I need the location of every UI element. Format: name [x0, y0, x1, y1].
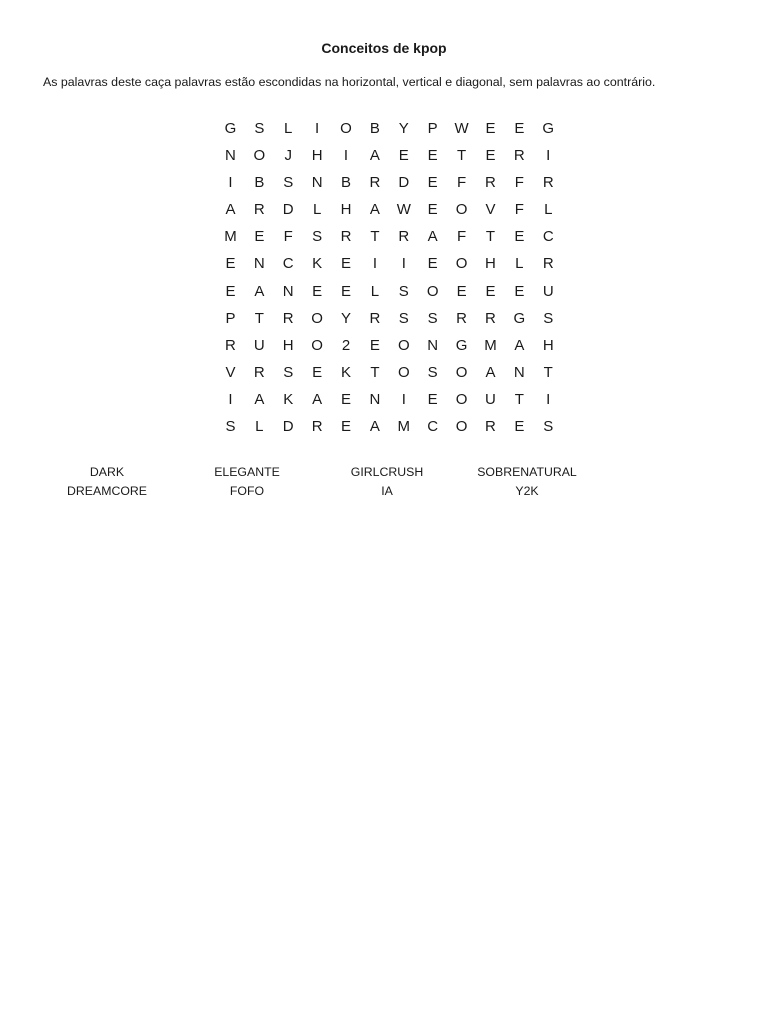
- grid-cell: E: [514, 228, 525, 246]
- grid-cell: O: [397, 363, 410, 381]
- grid-cell: T: [485, 228, 496, 246]
- grid-cell: J: [284, 147, 292, 165]
- grid-cell: M: [224, 228, 237, 246]
- grid-cell: E: [485, 147, 496, 165]
- grid-cell: T: [543, 363, 553, 381]
- grid-cell: R: [311, 418, 323, 436]
- grid-cell: S: [283, 174, 294, 192]
- grid-cell: R: [485, 418, 496, 436]
- grid-cell: R: [253, 201, 265, 219]
- grid-cell: L: [255, 418, 264, 436]
- grid-cell: E: [398, 147, 409, 165]
- grid-cell: E: [514, 418, 525, 436]
- grid-cell: O: [426, 282, 439, 300]
- grid-cell: E: [341, 282, 352, 300]
- grid-cell: S: [254, 120, 265, 137]
- word-list-item: SOBRENATURAL: [477, 465, 577, 479]
- grid-cell: N: [311, 174, 323, 192]
- grid-cell: E: [456, 282, 467, 300]
- grid-cell: I: [228, 174, 233, 192]
- grid-cell: O: [311, 336, 323, 354]
- word-list-item: IA: [381, 484, 393, 498]
- grid-cell: V: [485, 201, 496, 219]
- grid-cell: E: [369, 336, 380, 354]
- grid-cell: S: [312, 228, 323, 246]
- grid-cell: S: [398, 309, 409, 327]
- grid-cell: G: [542, 120, 555, 137]
- grid-cell: O: [455, 201, 468, 219]
- grid-cell: L: [370, 282, 380, 300]
- grid-cell: R: [513, 147, 525, 165]
- grid-cell: E: [341, 418, 352, 436]
- grid-cell: O: [455, 255, 468, 273]
- grid-cell: I: [343, 147, 349, 165]
- grid-cell: R: [398, 228, 410, 246]
- grid-cell: R: [456, 309, 467, 327]
- word-list-item: DREAMCORE: [67, 484, 147, 498]
- grid-cell: N: [513, 363, 525, 381]
- page-title: Conceitos de kpop: [321, 40, 447, 56]
- word-list-item: GIRLCRUSH: [350, 465, 424, 479]
- grid-cell: O: [455, 390, 468, 408]
- grid-cell: S: [543, 309, 554, 327]
- grid-cell: E: [427, 201, 438, 219]
- grid-cell: P: [427, 120, 438, 137]
- grid-cell: V: [225, 363, 236, 381]
- grid-cell: C: [542, 228, 554, 246]
- grid-cell: H: [542, 336, 554, 354]
- grid-cell: U: [485, 390, 496, 408]
- grid-cell: A: [485, 363, 496, 381]
- grid-cell: I: [228, 390, 233, 408]
- grid-cell: W: [396, 201, 411, 219]
- grid-cell: L: [312, 201, 322, 219]
- word-list-item: ELEGANTE: [214, 465, 280, 479]
- grid-cell: R: [542, 174, 554, 192]
- grid-cell: A: [369, 418, 380, 436]
- grid-cell: E: [225, 282, 236, 300]
- grid-cell: E: [514, 282, 525, 300]
- grid-cell: R: [253, 363, 265, 381]
- grid-cell: O: [340, 120, 352, 137]
- grid-cell: A: [225, 201, 236, 219]
- grid-cell: Y: [341, 309, 352, 327]
- grid-cell: I: [546, 147, 551, 165]
- word-list: [37, 463, 597, 501]
- grid-cell: E: [427, 390, 438, 408]
- grid-cell: F: [456, 174, 467, 192]
- grid-cell: M: [484, 336, 497, 354]
- grid-cell: C: [282, 255, 294, 273]
- grid-cell: E: [485, 282, 496, 300]
- grid-cell: S: [283, 363, 294, 381]
- grid-cell: K: [283, 390, 294, 408]
- grid-cell: E: [312, 363, 323, 381]
- grid-cell: B: [254, 174, 265, 192]
- grid-cell: I: [546, 390, 551, 408]
- grid-cell: R: [340, 228, 352, 246]
- grid-cell: E: [514, 120, 525, 137]
- instructions-text: As palavras deste caça palavras estão escondidas na horizontal, vertical e diagonal, sem palavras ao contrário.: [43, 75, 656, 89]
- grid-cell: F: [514, 174, 524, 192]
- grid-cell: T: [254, 309, 264, 327]
- grid-cell: E: [254, 228, 265, 246]
- grid-cell: T: [370, 363, 380, 381]
- grid-cell: T: [514, 390, 524, 408]
- grid-cell: F: [283, 228, 293, 246]
- grid-cell: E: [225, 255, 236, 273]
- grid-cell: G: [224, 120, 237, 137]
- grid-cell: O: [311, 309, 323, 327]
- grid-cell: A: [312, 390, 323, 408]
- grid-cell: D: [282, 201, 294, 219]
- grid-cell: I: [372, 255, 377, 273]
- grid-cell: L: [544, 201, 553, 219]
- grid-cell: R: [282, 309, 294, 327]
- grid-cell: R: [369, 174, 381, 192]
- grid-cell: E: [341, 255, 352, 273]
- grid-cell: S: [225, 418, 236, 436]
- grid-cell: N: [253, 255, 265, 273]
- grid-cell: Y: [398, 120, 409, 137]
- grid-cell: R: [225, 336, 236, 354]
- grid-cell: R: [542, 255, 554, 273]
- grid-cell: H: [340, 201, 352, 219]
- grid-cell: O: [253, 147, 266, 165]
- grid-cell: W: [454, 120, 469, 137]
- word-list-item: FOFO: [229, 484, 265, 498]
- grid-cell: N: [225, 147, 236, 165]
- grid-cell: T: [456, 147, 467, 165]
- grid-cell: A: [427, 228, 438, 246]
- word-search-grid: [216, 115, 563, 440]
- grid-cell: E: [427, 174, 438, 192]
- grid-cell: A: [514, 336, 525, 354]
- grid-cell: P: [225, 309, 236, 327]
- grid-cell: G: [513, 309, 526, 327]
- grid-cell: D: [398, 174, 410, 192]
- grid-cell: N: [427, 336, 439, 354]
- word-list-item: Y2K: [515, 484, 539, 498]
- grid-cell: O: [455, 363, 468, 381]
- grid-cell: U: [542, 282, 554, 300]
- grid-cell: H: [311, 147, 323, 165]
- grid-cell: R: [369, 309, 381, 327]
- grid-cell: D: [282, 418, 294, 436]
- grid-cell: E: [485, 120, 496, 137]
- grid-cell: K: [312, 255, 323, 273]
- grid-cell: 2: [341, 336, 351, 354]
- grid-cell: B: [369, 120, 380, 137]
- grid-cell: F: [456, 228, 467, 246]
- grid-cell: U: [253, 336, 265, 354]
- grid-cell: L: [284, 120, 293, 137]
- word-list-item: DARK: [89, 465, 125, 479]
- grid-cell: I: [401, 390, 406, 408]
- grid-cell: N: [282, 282, 294, 300]
- grid-cell: G: [455, 336, 468, 354]
- grid-cell: R: [485, 174, 496, 192]
- grid-cell: R: [485, 309, 496, 327]
- grid-cell: A: [369, 147, 380, 165]
- grid-cell: H: [485, 255, 496, 273]
- grid-cell: F: [514, 201, 524, 219]
- grid-cell: S: [543, 418, 554, 436]
- grid-cell: O: [455, 418, 468, 436]
- grid-cell: B: [341, 174, 352, 192]
- grid-cell: T: [370, 228, 380, 246]
- grid-cell: O: [397, 336, 410, 354]
- grid-cell: A: [254, 282, 265, 300]
- grid-cell: S: [427, 363, 438, 381]
- grid-cell: C: [427, 418, 439, 436]
- grid-cell: H: [282, 336, 294, 354]
- grid-cell: I: [315, 120, 320, 137]
- grid-cell: S: [427, 309, 438, 327]
- grid-cell: A: [254, 390, 265, 408]
- grid-cell: N: [369, 390, 381, 408]
- grid-cell: E: [427, 147, 438, 165]
- grid-cell: E: [341, 390, 352, 408]
- grid-cell: E: [427, 255, 438, 273]
- grid-cell: A: [369, 201, 380, 219]
- grid-cell: M: [397, 418, 411, 436]
- grid-cell: L: [515, 255, 524, 273]
- grid-cell: I: [401, 255, 406, 273]
- grid-cell: E: [312, 282, 323, 300]
- grid-cell: S: [398, 282, 409, 300]
- grid-cell: K: [341, 363, 352, 381]
